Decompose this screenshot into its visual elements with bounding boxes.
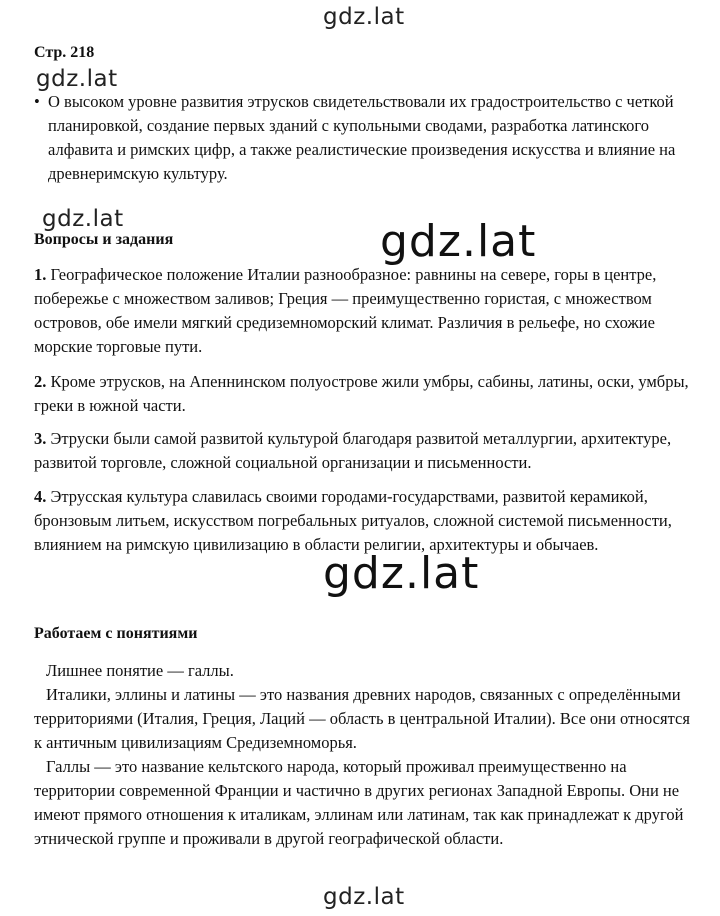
question-text: Этрусская культура славилась своими городами-государствами, развитой керамикой, бронзовым литьем, искусством погребальных ритуалов, сложной системой письменности, влиянием на римскую цивилизацию в области религии, архитектуры и обычаев. bbox=[34, 487, 672, 554]
question-number: 1. bbox=[34, 265, 47, 284]
watermark-big-center: gdz.lat bbox=[380, 216, 537, 267]
question-item-1 bbox=[34, 263, 694, 359]
question-number: 4. bbox=[34, 487, 47, 506]
question-number: 3. bbox=[34, 429, 47, 448]
page-heading: Стр. 218 bbox=[34, 44, 95, 61]
question-item-4 bbox=[34, 485, 694, 557]
question-item-3 bbox=[34, 427, 694, 475]
concepts-paragraph: Италики, эллины и латины — это названия древних народов, связанных с определёнными территориями (Италия, Греция, Лаций — область в центральной Италии). Все они относятся к античным цивилизациям Средиземноморья. bbox=[34, 685, 690, 752]
concepts-paragraph: Лишнее понятие — галлы. bbox=[46, 661, 234, 680]
intro-bullet bbox=[34, 90, 694, 186]
question-text: Кроме этрусков, на Апеннинском полуострове жили умбры, сабины, латины, оски, умбры, греки в южной части. bbox=[34, 372, 689, 415]
concepts-paragraph: Галлы — это название кельтского народа, который проживал преимущественно на территории современной Франции и частично в других регионах Западной Европы. Они не имеют прямого отношения к италикам, эллинам или латинам, так как принадлежат к другой этнической группе и проживали в другой географической области. bbox=[34, 757, 684, 848]
watermark-bottom: gdz.lat bbox=[323, 884, 405, 910]
intro-bullet-text: О высоком уровне развития этрусков свидетельствовали их градостроительство с четкой планировкой, создание первых зданий с купольными сводами, разработка латинского алфавита и римских цифр, а также реалистические произведения искусства и влияние на древнеримскую культуру. bbox=[48, 92, 676, 183]
concepts-body bbox=[34, 659, 694, 851]
watermark-big-lower: gdz.lat bbox=[323, 548, 480, 599]
questions-section-title: Вопросы и задания bbox=[34, 231, 174, 248]
question-item-2 bbox=[34, 370, 694, 418]
question-text: Географическое положение Италии разнообразное: равнины на севере, горы в центре, побережье с множеством заливов; Греция — преимущественно гористая, с множеством островов, обе имели мягкий средиземноморский климат. Различия в рельефе, но схожие морские торговые пути. bbox=[34, 265, 657, 356]
question-text: Этруски были самой развитой культурой благодаря развитой металлургии, архитектуре, развитой торговле, сложной социальной организации и письменности. bbox=[34, 429, 672, 472]
question-number: 2. bbox=[34, 372, 47, 391]
watermark-below-heading: gdz.lat bbox=[36, 66, 118, 92]
concepts-section-title: Работаем с понятиями bbox=[34, 625, 198, 642]
bullet-marker: • bbox=[34, 92, 40, 111]
watermark-top: gdz.lat bbox=[323, 4, 405, 30]
watermark-above-questions: gdz.lat bbox=[42, 206, 124, 232]
